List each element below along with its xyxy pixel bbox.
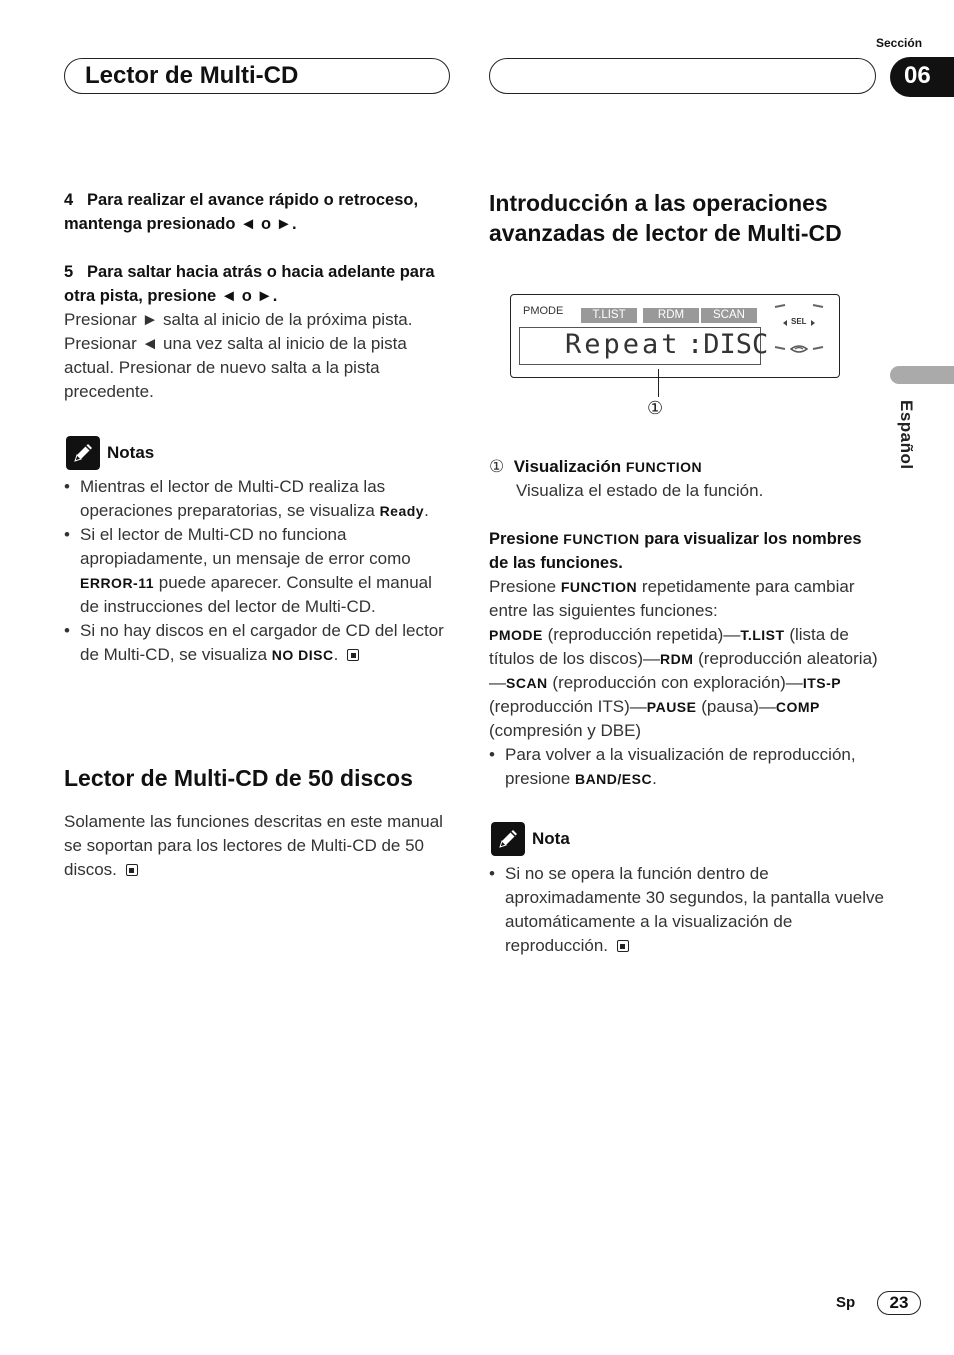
note-2-code: ERROR-11 [80, 575, 155, 591]
notes-list [64, 475, 454, 667]
lcd-pmode: PMODE [523, 305, 564, 317]
lcd-tlist: T.LIST [581, 308, 637, 323]
page-number: 23 [877, 1291, 921, 1315]
body-bullet [489, 743, 884, 791]
note-text: Si no se opera la función dentro de aproximadamente 30 segundos, la pantalla vuelve automáticamente a la visualización de reproducción. [505, 864, 884, 955]
note-bullet-3 [64, 619, 454, 667]
body-t2: repetidamente para cambiar entre las siguientes funciones: [489, 577, 855, 620]
body-rdm: RDM [660, 651, 694, 667]
body-function: FUNCTION [560, 579, 638, 595]
note-bullet-2 [64, 523, 454, 619]
para-50-text: Solamente las funciones descritas en este manual se soportan para los lectores de Multi-CD de 50 discos. [64, 812, 443, 879]
instr-code: FUNCTION [563, 531, 640, 547]
note-title: Nota [532, 829, 570, 848]
step-4-number: 4 [64, 191, 74, 209]
body-t1: Presione [489, 577, 557, 596]
note-3-code: NO DISC [271, 647, 334, 663]
note-1-end: . [424, 501, 429, 520]
item-1 [489, 455, 889, 503]
note-2-text-b: puede aparecer. Consulte el manual de instrucciones del lector de Multi-CD. [80, 573, 432, 616]
heading-50-discos: Lector de Multi-CD de 50 discos [64, 765, 413, 791]
language-label: Español [897, 400, 916, 470]
item-1-code: FUNCTION [625, 459, 703, 475]
item-1-label: Visualización [513, 457, 622, 476]
body-bullet-end: . [652, 769, 657, 788]
section-title: Lector de Multi-CD [85, 62, 299, 89]
section-label: Sección [876, 36, 923, 50]
note-3-end: . [333, 645, 339, 664]
step-4 [64, 188, 444, 236]
body-comp: COMP [775, 699, 820, 715]
end-mark-icon [347, 649, 359, 661]
note-list [489, 862, 884, 958]
instr-text-b: para visualizar los nombres de las funciones. [489, 530, 862, 572]
step-5-number: 5 [64, 263, 74, 281]
step-5-text: Para saltar hacia atrás o hacia adelante para otra pista, presione ◄ o ►. [64, 263, 435, 305]
note-1-text: Mientras el lector de Multi-CD realiza las operaciones preparatorias, se visualiza [80, 477, 386, 520]
note-pencil-icon [66, 436, 100, 470]
lcd-scan: SCAN [701, 308, 757, 323]
section-number: 06 [904, 62, 931, 89]
body-pause-desc: (pausa)— [701, 697, 776, 716]
callout-number: ① [647, 398, 664, 418]
body-pause: PAUSE [646, 699, 697, 715]
callout-line [658, 369, 659, 397]
para-50-discos [64, 810, 449, 882]
end-mark-icon [617, 940, 629, 952]
step-5 [64, 260, 444, 308]
item-1-number: ① [489, 457, 505, 476]
lcd-main-right: :DISC [687, 329, 769, 360]
section-title-pill [64, 58, 450, 94]
end-mark-icon [126, 864, 138, 876]
note-pencil-icon [491, 822, 525, 856]
section-blank-pill [489, 58, 876, 94]
body-bullet-code: BAND/ESC [574, 771, 653, 787]
lcd-rdm: RDM [643, 308, 699, 323]
body-scan: SCAN [506, 675, 548, 691]
note-3-text: Si no hay discos en el cargador de CD del lector de Multi-CD, se visualiza [80, 621, 444, 664]
note-1-code: Ready [379, 503, 425, 519]
function-body [489, 575, 884, 791]
note-bullet [489, 862, 884, 958]
body-comp-desc: (compresión y DBE) [489, 721, 642, 740]
lcd-sel-indicator [771, 301, 827, 365]
lcd-sel-label: SEL [791, 317, 807, 326]
note-bullet-1 [64, 475, 454, 523]
note-2-text-a: Si el lector de Multi-CD no funciona apropiadamente, un mensaje de error como [80, 525, 411, 568]
lcd-main-left: Repeat [565, 329, 681, 360]
body-bullet-text: Para volver a la visualización de reproducción, presione [505, 745, 856, 788]
section-number-tab [890, 57, 954, 97]
instr-text-a: Presione [489, 530, 559, 548]
body-pmode-desc: (reproducción repetida)— [547, 625, 741, 644]
item-1-desc: Visualiza el estado de la función. [516, 481, 764, 500]
function-instruction [489, 527, 884, 575]
heading-intro-advanced: Introducción a las operaciones avanzadas de lector de Multi-CD [489, 190, 842, 246]
body-tlist: T.LIST [740, 627, 785, 643]
notes-title: Notas [107, 443, 155, 462]
language-tab-bar [890, 366, 954, 384]
step-5-body: Presionar ► salta al inicio de la próxima pista. Presionar ◄ una vez salta al inicio de la pista actual. Presionar de nuevo salta a la pista precedente. [64, 310, 413, 401]
body-scan-desc: (reproducción con exploración)— [552, 673, 803, 692]
body-rdm-desc: (reproducción aleatoria)— [489, 649, 878, 692]
body-pmode: PMODE [489, 627, 543, 643]
lcd-display-illustration [510, 294, 840, 378]
body-itsp: ITS-P [802, 675, 842, 691]
body-itsp-desc: (reproducción ITS)— [489, 697, 647, 716]
body-tlist-desc: (lista de títulos de los discos)— [489, 625, 849, 668]
step-4-text: Para realizar el avance rápido o retroceso, mantenga presionado ◄ o ►. [64, 191, 419, 233]
footer-lang-code: Sp [836, 1294, 856, 1311]
